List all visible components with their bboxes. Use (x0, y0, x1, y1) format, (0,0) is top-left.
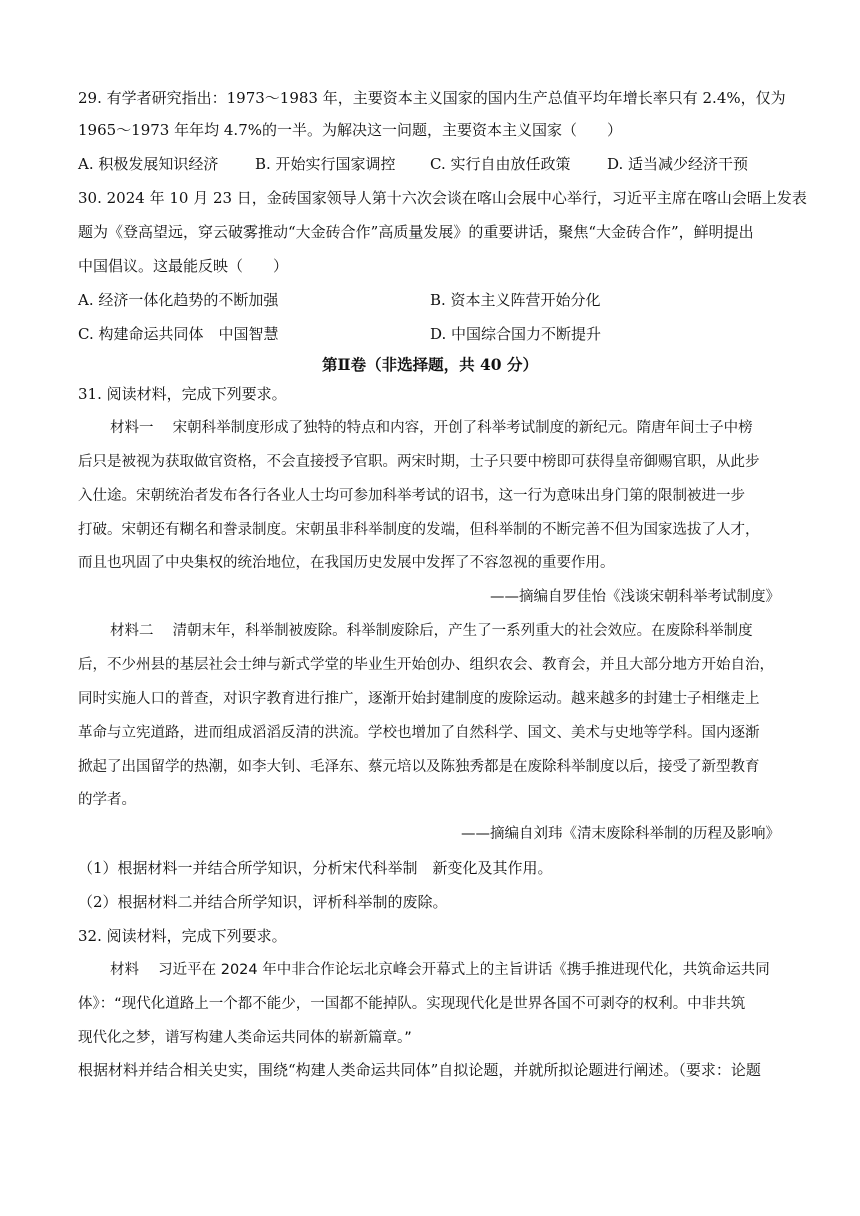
q32-material-line-3: 现代化之梦，谱写构建人类命运共同体的崭新篇章。” (78, 1030, 412, 1046)
q29-option-b: B. 开始实行国家调控 (255, 155, 396, 173)
q31-material2-line-6: 的学者。 (78, 792, 136, 808)
q29-option-c: C. 实行自由放任政策 (430, 155, 571, 173)
q31-material2-line-3: 同时实施人口的普查，对识字教育进行推广，逐渐开始封建制度的废除运动。越来越多的封建士子相继走上 (78, 691, 760, 707)
q30-option-b: B. 资本主义阵营开始分化 (430, 291, 601, 309)
q29-stem-line-1: 29. 有学者研究指出：1973～1983 年，主要资本主义国家的国内生产总值平均年增长率只有 2.4%，仅为 (78, 89, 786, 107)
q30-stem-line-3: 中国倡议。这最能反映（ ） (78, 257, 289, 275)
q32-requirement: 根据材料并结合相关史实，围绕“构建人类命运共同体”自拟论题，并就所拟论题进行阐述。（要求：论题 (78, 1061, 761, 1079)
q31-material1-line-3: 入仕途。宋朝统治者发布各行各业人士均可参加科举考试的诏书，这一行为意味出身门第的限制被进一步 (78, 488, 745, 504)
q31-material2-line-2: 后，不少州县的基层社会士绅与新式学堂的毕业生开始创办、组织农会、教育会，并且大部分地方开始自治， (78, 657, 774, 673)
q31-material2-line-5: 掀起了出国留学的热潮，如李大钊、毛泽东、蔡元培以及陈独秀都是在废除科举制度以后，接受了新型教育 (78, 759, 760, 775)
q31-material1-line-4: 打破。宋朝还有糊名和誊录制度。宋朝虽非科举制度的发端，但科举制的不断完善不但为国家选拔了人才， (78, 522, 760, 538)
q30-stem-line-2: 题为《登高望远，穿云破雾推动“大金砖合作”高质量发展》的重要讲话，聚焦“大金砖合作”，鲜明提出 (78, 223, 754, 241)
q31-material1-line-1: 材料一 宋朝科举制度形成了独特的特点和内容，开创了科举考试制度的新纪元。隋唐年间士子中榜 (110, 420, 753, 436)
q30-option-a: A. 经济一体化趋势的不断加强 (78, 291, 279, 309)
section-title: 第Ⅱ卷（非选择题，共 40 分） (322, 355, 538, 374)
q31-material1-line-5: 而且也巩固了中央集权的统治地位，在我国历史发展中发挥了不容忽视的重要作用。 (78, 555, 615, 571)
q30-stem-line-1: 30. 2024 年 10 月 23 日，金砖国家领导人第十六次会谈在喀山会展中心举行，习近平主席在喀山会晤上发表 (78, 189, 807, 207)
q30-option-c: C. 构建命运共同体 中国智慧 (78, 325, 279, 343)
q31-source1: ——摘编自罗佳怡《浅谈宋朝科举考试制度》 (490, 589, 780, 605)
q32-stem: 32. 阅读材料，完成下列要求。 (78, 927, 287, 945)
q32-material-line-1: 材料 习近平在 2024 年中非合作论坛北京峰会开幕式上的主旨讲话《携手推进现代化，共筑命运共同 (110, 962, 770, 978)
q31-requirement-2: （2）根据材料二并结合所学知识，评析科举制的废除。 (78, 893, 448, 911)
q30-option-d: D. 中国综合国力不断提升 (430, 325, 602, 343)
q31-stem: 31. 阅读材料，完成下列要求。 (78, 385, 287, 403)
q31-material1-line-2: 后只是被视为获取做官资格，不会直接授予官职。两宋时期，士子只要中榜即可获得皇帝御赐官职，从此步 (78, 454, 760, 470)
q32-material-line-2: 体》：“现代化道路上一个都不能少，一国都不能掉队。实现现代化是世界各国不可剥夺的权利。中非共筑 (78, 996, 746, 1012)
q31-material2-line-1: 材料二 清朝末年，科举制被废除。科举制废除后，产生了一系列重大的社会效应。在废除科举制度 (110, 623, 753, 639)
q29-option-a: A. 积极发展知识经济 (78, 155, 219, 173)
q31-source2: ——摘编自刘玮《清末废除科举制的历程及影响》 (461, 826, 780, 842)
q29-stem-line-2: 1965～1973 年年均 4.7%的一半。为解决这一问题，主要资本主义国家（ ） (78, 121, 622, 139)
q29-option-d: D. 适当减少经济干预 (607, 155, 749, 173)
q31-material2-line-4: 革命与立宪道路，进而组成滔滔反清的洪流。学校也增加了自然科学、国文、美术与史地等学科。国内逐渐 (78, 725, 760, 741)
q31-requirement-1: （1）根据材料一并结合所学知识，分析宋代科举制 新变化及其作用。 (78, 859, 553, 877)
